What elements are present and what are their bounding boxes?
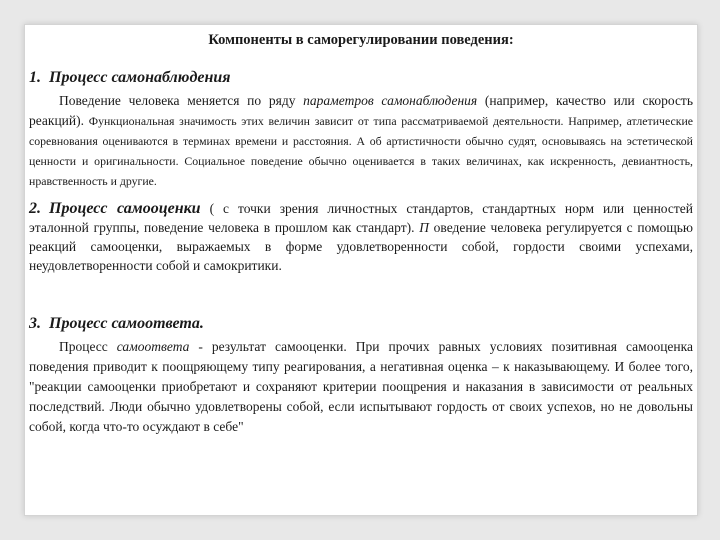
section-3-heading [29,315,204,333]
section-3-title: Процесс самоответа. [49,315,204,332]
section-3-text-c: - результат самооценки. При прочих равных условиях позитивная самооценка поведения приводит к поощряющему типу реагирования, а негативная оценка – к наказывающему. И более того, "реакции самооценки приобретают и сохраняют критерии поощрения и наказания в зависимости от реальных последствий. Люди обычно удовлетворены собой, если испытывают гордость от своих успехов, но не довольны собой, когда что-то осуждают в себе" [29,339,693,434]
section-2-heading [29,200,201,217]
section-2-text-c: оведение человека регулируется с помощью реакций самооценки, выражаемых в форме удовлетворенности собой, гордости своими успехами, неудовлетворенности собой и самокритики. [29,220,693,273]
section-3-text-a: Процесс [59,339,117,354]
section-2-text-b: П [419,220,429,235]
section-1-heading [29,69,231,87]
section-2-text-a: ( с точки зрения личностных стандартов, стандартных норм или ценностей эталонной группы, поведение человека в прошлом как стандарт). [29,201,693,235]
section-3-text-b: самоответа [116,339,190,354]
section-3-number: 3. [29,315,41,332]
slide-page [24,24,698,516]
section-1-title: Процесс самонаблюдения [49,69,231,86]
section-1-text-a: Поведение человека меняется по ряду [59,93,304,108]
section-2-title: Процесс самооценки [49,200,201,217]
section-1-number: 1. [29,69,41,86]
section-2-number: 2. [29,200,41,217]
section-1-paragraph [29,91,693,191]
section-2-block [29,199,693,275]
section-1-text-d: Функциональная значимость этих величин зависит от типа рассматриваемой деятельности. Например, атлетические соревнования оцениваются в терминах времени и расстояния. А об артистичности обычно судят, основываясь на эстетической ценности и оригинальности. Социальное поведение обычно оценивается в таких величинах, как искренность, девиантность, нравственность и другие. [29,114,693,188]
section-1-text-c: (например, качество или скорость реакций). [29,93,693,128]
section-1-text-b: параметров самонаблюдения [303,93,478,108]
page-title: Компоненты в саморегулировании поведения: [208,32,514,48]
section-3-paragraph [29,337,693,437]
